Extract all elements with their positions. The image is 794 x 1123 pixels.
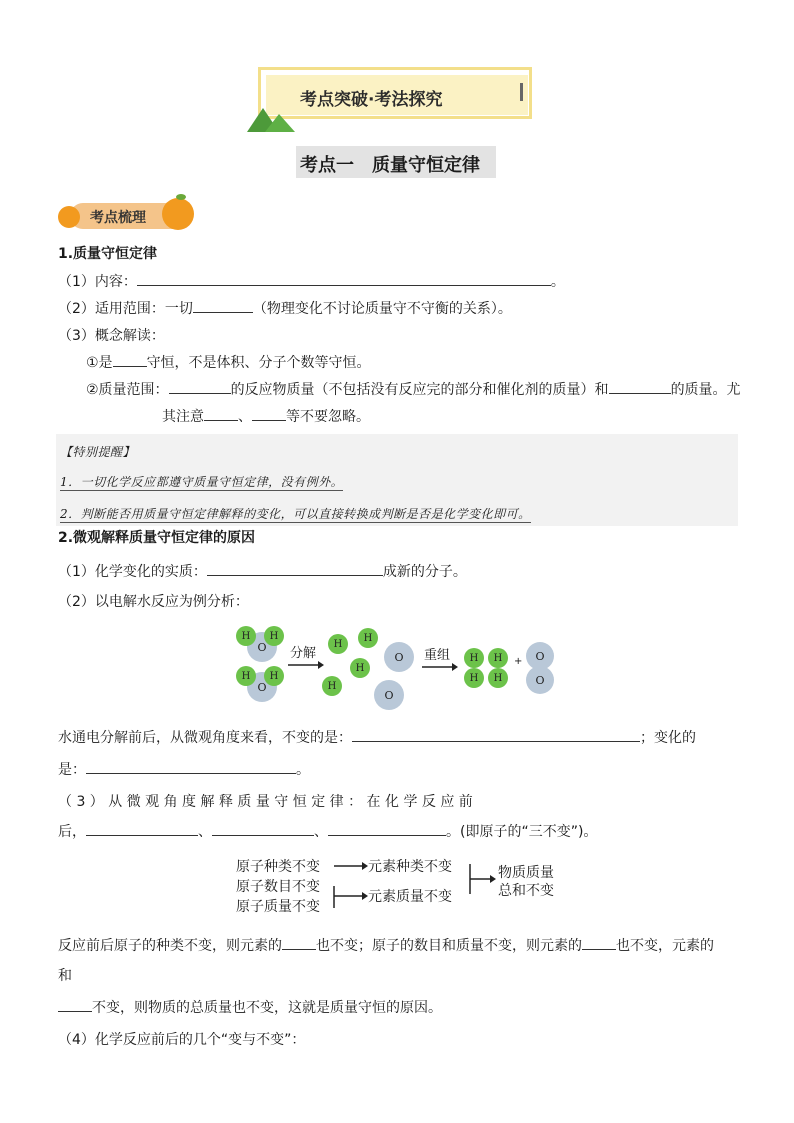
hydrogen-atom: H <box>488 668 508 688</box>
s2-heading: 2.微观解释质量守恒定律的原因 <box>58 530 256 546</box>
plus-sign: + <box>514 656 523 667</box>
s1-line4: ①是 守恒，不是体积、分子个数等守恒。 <box>86 355 371 371</box>
blank <box>86 772 296 774</box>
hydrogen-atom: H <box>488 648 508 668</box>
s1-line5: ②质量范围： 的反应物质量（不包括没有反应完的部分和催化剂的质量）和 的质量。尤 <box>86 382 741 398</box>
hydrogen-atom: H <box>328 634 348 654</box>
section-title: 考点一 质量守恒定律 <box>300 155 480 176</box>
s2-para1: 反应前后原子的种类不变，则元素的 也不变；原子的数目和质量不变，则元素的 也不变，元素的 <box>58 938 714 954</box>
blank <box>582 948 616 950</box>
blank <box>169 392 231 394</box>
s1-line2: （2）适用范围：一切 （物理变化不讨论质量守不守衡的关系）。 <box>58 301 512 317</box>
section-2-analysis <box>58 728 748 838</box>
atom-conservation-flow <box>236 856 566 918</box>
blank <box>212 834 314 836</box>
s2-para2: 和 <box>58 968 72 984</box>
oxygen-atom: O <box>247 672 277 702</box>
section-2-conclusion <box>58 936 748 1046</box>
hydrogen-atom: H <box>236 666 256 686</box>
flow-connector <box>332 856 372 918</box>
arrow-right-icon <box>288 660 324 670</box>
blank <box>86 834 198 836</box>
arrow-label-recombine: 重组 <box>424 648 451 663</box>
oxygen-atom: O <box>384 642 414 672</box>
s2-line6: 后， 、 、 。(即原子的“三不变”)。 <box>58 824 598 840</box>
s2-line1: （1）化学变化的实质： 成新的分子。 <box>58 564 467 580</box>
s2-line5: （ 3 ） 从 微 观 角 度 解 释 质 量 守 恒 定 律 ： 在 化 学 反 应 前 <box>58 794 473 810</box>
s2-line4: 是： 。 <box>58 762 310 778</box>
s1-heading: 1.质量守恒定律 <box>58 246 158 262</box>
hydrogen-atom: H <box>264 666 284 686</box>
blank <box>252 419 286 421</box>
oxygen-atom: O <box>526 642 554 670</box>
hydrogen-atom: H <box>464 668 484 688</box>
flow-total-mass: 物质质量 <box>498 865 554 881</box>
banner <box>258 67 538 125</box>
blank <box>282 948 316 950</box>
flow-element-type: 元素种类不变 <box>368 859 452 875</box>
electrolysis-diagram <box>234 622 564 714</box>
s2-line3: 水通电分解前后，从微观角度来看，不变的是： ；变化的 <box>58 730 696 746</box>
flow-element-mass: 元素质量不变 <box>368 889 452 905</box>
section-1 <box>58 244 748 434</box>
tip-title: 【特别提醒】 <box>60 445 136 459</box>
blank <box>137 284 551 286</box>
s2-line2: （2）以电解水反应为例分析： <box>58 594 249 610</box>
hydrogen-atom: H <box>322 676 342 696</box>
arrow-right-icon <box>422 662 458 672</box>
s1-line1: （1）内容： 。 <box>58 274 565 290</box>
oxygen-atom: O <box>526 666 554 694</box>
blank <box>207 574 383 576</box>
arrow-label-decompose: 分解 <box>290 646 317 661</box>
banner-title: 考点突破·考法探究 <box>300 90 443 110</box>
orange-icon <box>58 206 80 228</box>
blank <box>113 365 147 367</box>
hydrogen-atom: H <box>358 628 378 648</box>
blank <box>193 311 253 313</box>
banner-tick <box>520 83 523 101</box>
hydrogen-atom: H <box>464 648 484 668</box>
tip-item-2: 2．判断能否用质量守恒定律解释的变化，可以直接转换成判断是否是化学变化即可。 <box>60 507 531 521</box>
badge-label: 考点梳理 <box>90 210 146 226</box>
hydrogen-atom: H <box>264 626 284 646</box>
flow-atom-number: 原子数目不变 <box>236 879 320 895</box>
leaf-icon <box>176 194 186 200</box>
hydrogen-atom: H <box>350 658 370 678</box>
orange-icon <box>162 198 194 230</box>
blank <box>58 1010 92 1012</box>
flow-total-mass-unchanged: 总和不变 <box>498 883 554 899</box>
flow-atom-mass: 原子质量不变 <box>236 899 320 915</box>
s2-para3: 不变，则物质的总质量也不变，这就是质量守恒的原因。 <box>58 998 442 1018</box>
blank <box>609 392 671 394</box>
blank <box>328 834 446 836</box>
tip-item-1: 1．一切化学反应都遵守质量守恒定律，没有例外。 <box>60 475 344 489</box>
s2-line7: （4）化学反应前后的几个“变与不变”： <box>58 1032 306 1048</box>
section-2 <box>58 528 748 628</box>
s1-line6: 其注意 、 等不要忽略。 <box>162 409 370 425</box>
flow-atom-type: 原子种类不变 <box>236 859 320 875</box>
tip-box <box>56 434 738 526</box>
hydrogen-atom: H <box>236 626 256 646</box>
section-badge <box>58 198 196 234</box>
oxygen-atom: O <box>247 632 277 662</box>
oxygen-atom: O <box>374 680 404 710</box>
mountain-icon <box>247 104 299 132</box>
flow-connector <box>468 860 498 900</box>
blank <box>204 419 238 421</box>
blank <box>352 740 640 742</box>
s1-line3: （3）概念解读： <box>58 328 165 344</box>
